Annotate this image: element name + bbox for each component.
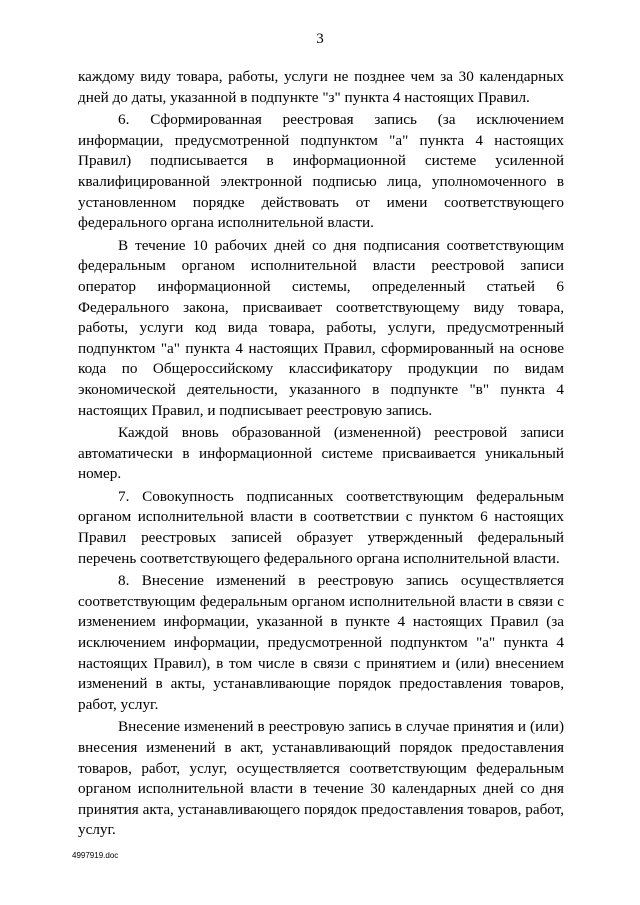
paragraph-item-6: 6. Сформированная реестровая запись (за исключением информации, предусмотренной подпунктом "а" пункта 4 настоящих Правил) подписывается в информационной системе усиленной квалифицированной электронной подписью лица, уполномоченного в установленном порядке действовать от имени соответствующего федерального органа исполнительной власти.	[78, 111, 564, 232]
paragraph-item-7: 7. Совокупность подписанных соответствующим федеральным органом исполнительной власти в соответствии с пунктом 6 настоящих Правил реестровых записей образует утвержденный федеральный перечень соответствующего федерального органа исполнительной власти.	[78, 487, 564, 567]
paragraph-unique-number: Каждой вновь образованной (измененной) реестровой записи автоматически в информационной системе присваивается уникальный номер.	[78, 424, 564, 483]
document-body	[78, 67, 564, 843]
file-name-footer: 4997919.doc	[72, 851, 119, 860]
paragraph-changes-deadline: Внесение изменений в реестровую запись в случае принятия и (или) внесения изменений в акт, устанавливающий порядок предоставления товаров, работ, услуг, осуществляется соответствующим федеральным органом исполнительной власти в течение 30 календарных дней со дня принятия акта, устанавливающего порядок предоставления товаров, работ, услуг.	[78, 718, 564, 839]
paragraph-item-8: 8. Внесение изменений в реестровую запись осуществляется соответствующим федеральным органом исполнительной власти в связи с изменением информации, указанной в пункте 4 настоящих Правил (за исключением информации, предусмотренной подпунктом "а" пункта 4 настоящих Правил), в том числе в связи с принятием и (или) внесением изменений в акты, устанавливающие порядок предоставления товаров, работ, услуг.	[78, 572, 564, 713]
paragraph-continuation: каждому виду товара, работы, услуги не позднее чем за 30 календарных дней до даты, указанной в подпункте "з" пункта 4 настоящих Правил.	[78, 68, 564, 106]
page-number: 3	[316, 31, 324, 47]
paragraph-code-assignment: В течение 10 рабочих дней со дня подписания соответствующим федеральным органом исполнительной власти реестровой записи оператор информационной системы, определенный статьей 6 Федерального закона, присваивает соответствующему виду товара, работы, услуги код вида товара, работы, услуги, предусмотренный подпунктом "а" пункта 4 настоящих Правил, сформированный на основе кода по Общероссийскому классификатору продукции по видам экономической деятельности, указанного в подпункте "в" пункта 4 настоящих Правил, и подписывает реестровую запись.	[78, 236, 564, 419]
